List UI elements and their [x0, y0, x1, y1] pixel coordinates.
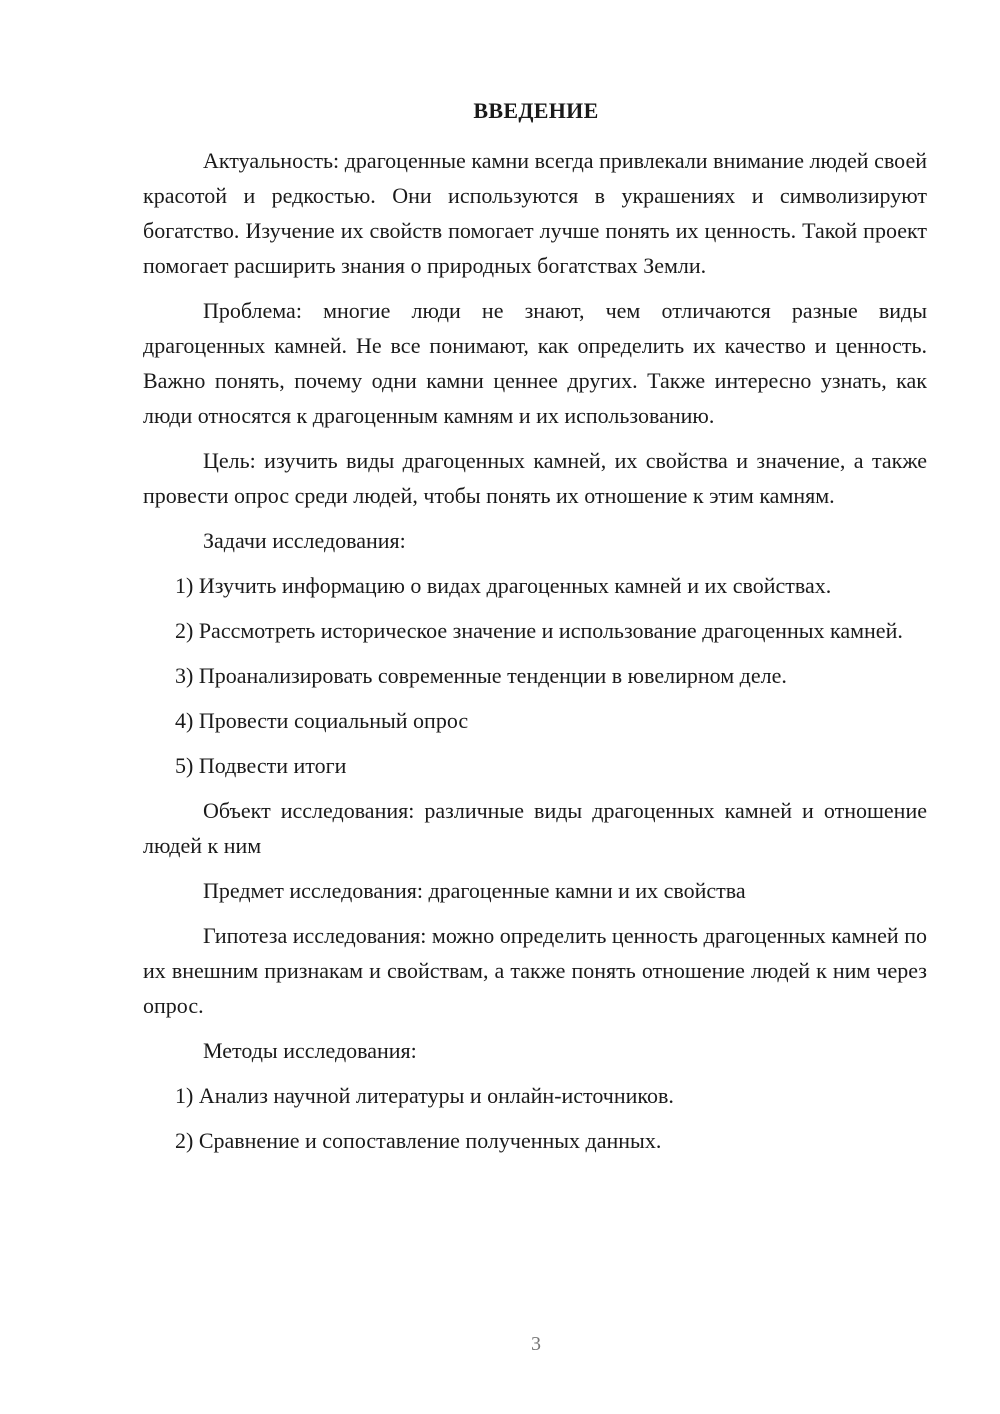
subject-paragraph: Предмет исследования: драгоценные камни и их свойства [203, 878, 746, 903]
object-paragraph: Объект исследования: различные виды драгоценных камней и отношение людей к ним [143, 798, 927, 858]
task-item-2: 2) Рассмотреть историческое значение и использование драгоценных камней. [175, 618, 903, 643]
hypothesis-paragraph: Гипотеза исследования: можно определить ценность драгоценных камней по их внешним признакам и свойствам, а также понять отношение людей к ним через опрос. [143, 923, 927, 1018]
page-title: ВВЕДЕНИЕ [473, 98, 599, 123]
task-item-4: 4) Провести социальный опрос [175, 708, 469, 733]
relevance-paragraph: Актуальность: драгоценные камни всегда привлекали внимание людей своей красотой и редкостью. Они используются в украшениях и символизируют богатство. Изучение их свойств помогает лучше понять их ценность. Такой проект помогает расширить знания о природных богатствах Земли. [143, 148, 927, 278]
task-item-1: 1) Изучить информацию о видах драгоценных камней и их свойствах. [175, 573, 832, 598]
problem-paragraph: Проблема: многие люди не знают, чем отличаются разные виды драгоценных камней. Не все понимают, как определить их качество и ценность. Важно понять, почему одни камни ценнее других. Также интересно узнать, как люди относятся к драгоценным камням и их использованию. [143, 298, 927, 428]
methods-heading: Методы исследования: [203, 1038, 417, 1063]
page-number: 3 [531, 1333, 541, 1355]
method-item-2: 2) Сравнение и сопоставление полученных данных. [175, 1128, 662, 1153]
tasks-heading: Задачи исследования: [203, 528, 406, 553]
method-item-1: 1) Анализ научной литературы и онлайн-источников. [175, 1083, 674, 1108]
document-body [143, 143, 927, 1168]
goal-paragraph: Цель: изучить виды драгоценных камней, их свойства и значение, а также провести опрос среди людей, чтобы понять их отношение к этим камням. [143, 448, 927, 508]
task-item-5: 5) Подвести итоги [175, 753, 347, 778]
task-item-3: 3) Проанализировать современные тенденции в ювелирном деле. [175, 663, 787, 688]
